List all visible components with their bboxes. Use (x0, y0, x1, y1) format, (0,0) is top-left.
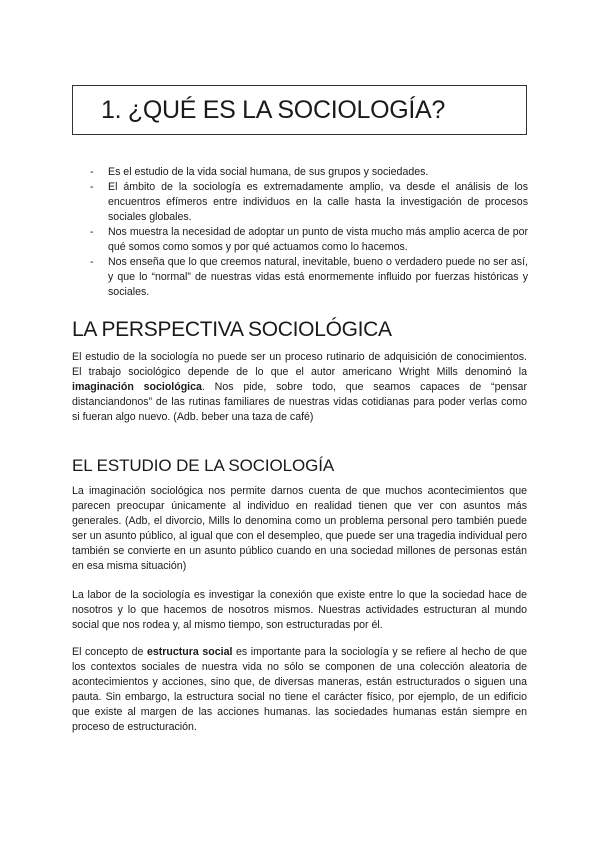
paragraph-estudio-2: La labor de la sociología es investigar la conexión que existe entre lo que la sociedad hace de nosotros y lo que hacemos de nosotros mismos. Nuestras actividades estructuran al mundo social que nos rodea y, al mismo tiempo, son estructuradas por él. (72, 589, 527, 631)
list-item: - Es el estudio de la vida social humana, de sus grupos y sociedades. (90, 165, 528, 180)
section-heading-estudio: EL ESTUDIO DE LA SOCIOLOGÍA (72, 456, 335, 475)
list-item: - El ámbito de la sociología es extremadamente amplio, va desde el análisis de los encuentros efímeros entre individuos en la calle hasta la investigación de procesos sociales globales. (90, 180, 528, 225)
list-item: - Nos muestra la necesidad de adoptar un punto de vista mucho más amplio acerca de por qué somos como somos y por qué actuamos como lo hacemos. (90, 225, 528, 255)
paragraph-text: es importante para la sociología y se refiere al hecho de que los contextos sociales de nuestra vida no sólo se componen de una colección aleatoria de acontecimientos y acciones, sino que, de diversas maneras, están estructurados o siguen una pauta. Sin embargo, la estructura social no tiene el carácter físico, por ejemplo, de un edificio que existe al margen de las acciones humanas. las sociedades humanas están siempre en proceso de estructuración. (72, 646, 527, 733)
bold-term: estructura social (146, 646, 233, 658)
paragraph-text: . Nos pide, sobre todo, que seamos capaces de “pensar distanciandonos” de las rutinas familiares de nuestras vidas cotidianas para poder verlas como si fueran algo nuevo. (Adb. beber una taza de café) (72, 381, 527, 423)
paragraph-perspectiva (72, 350, 527, 425)
list-item: - Nos enseña que lo que creemos natural, inevitable, bueno o verdadero puede no ser así, y que lo “normal” de nuestras vidas está enormemente influido por fuerzas históricas y sociales. (90, 255, 528, 300)
bullet-list (90, 165, 528, 300)
section-heading-perspectiva: LA PERSPECTIVA SOCIOLÓGICA (72, 318, 392, 341)
title-box (72, 85, 527, 135)
paragraph-estudio-3 (72, 645, 527, 735)
page-title: 1. ¿QUÉ ES LA SOCIOLOGÍA? (101, 96, 446, 124)
bold-term: imaginación sociológica (72, 381, 202, 393)
paragraph-text: El concepto de (72, 646, 147, 658)
paragraph-estudio-1: La imaginación sociológica nos permite darnos cuenta de que muchos acontecimientos que parecen preocupar únicamente al individuo en realidad tienen que ver con asuntos más generales. (Adb, el divorcio, Mills lo denomina como un problema personal pero también puede ser un asunto público, al igual que con el desempleo, que puede ser una tragedia individual pero también se convierte en un asunto público cuando en una sociedad millones de personas están en esa misma situación) (72, 485, 527, 572)
paragraph-text: El estudio de la sociología no puede ser un proceso rutinario de adquisición de conocimientos. El trabajo sociológico depende de lo que el autor americano Wright Mills denominó la (72, 351, 527, 378)
